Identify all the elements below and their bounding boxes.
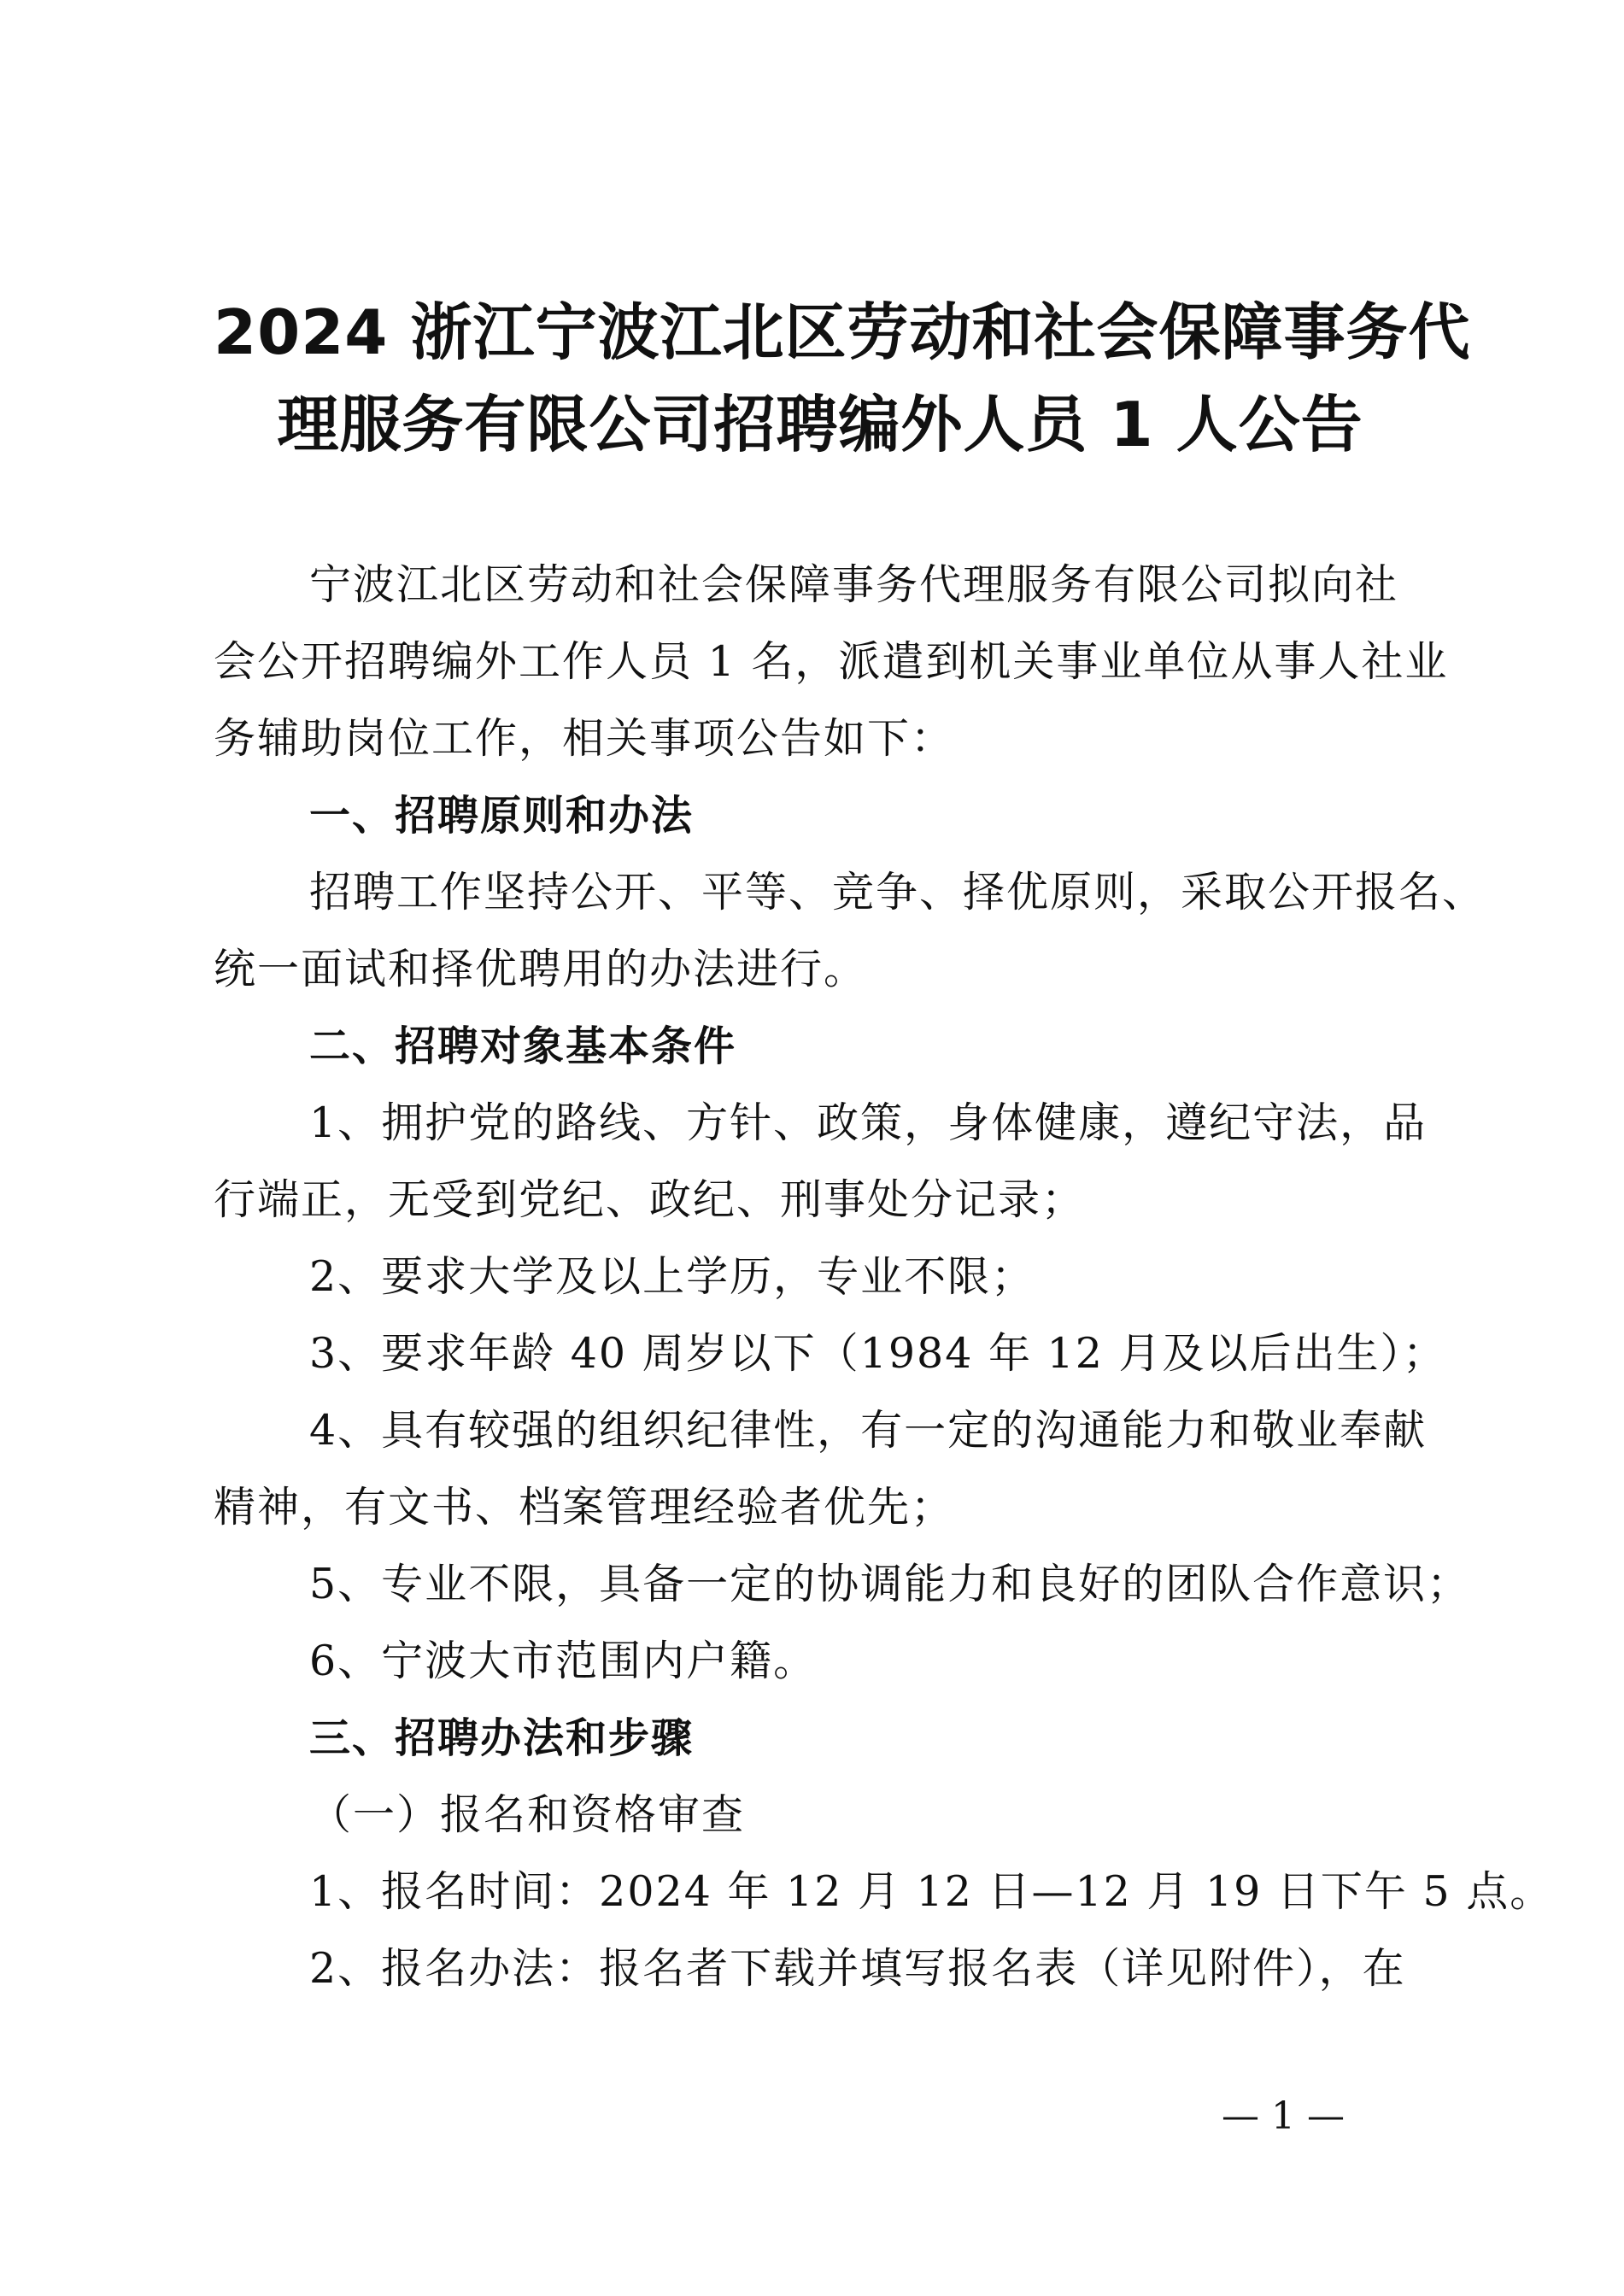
page-number: — 1 — xyxy=(1222,2094,1345,2138)
principles-line-1: 招聘工作坚持公开、平等、竞争、择优原则，采取公开报名、 xyxy=(309,868,1486,917)
registration-time: 1、报名时间：2024 年 12 月 12 日—12 月 19 日下午 5 点。 xyxy=(309,1867,1554,1916)
registration-method: 2、报名办法：报名者下载并填写报名表（详见附件），在 xyxy=(309,1944,1406,1993)
requirement-5: 5、专业不限，具备一定的协调能力和良好的团队合作意识； xyxy=(309,1560,1471,1608)
principles-line-2: 统一面试和择优聘用的办法进行。 xyxy=(214,945,868,993)
requirement-4-line-2: 精神，有文书、档案管理经验者优先； xyxy=(214,1483,955,1532)
requirement-2: 2、要求大学及以上学历，专业不限； xyxy=(309,1252,1035,1301)
requirement-4-line-1: 4、具有较强的组织纪律性，有一定的沟通能力和敬业奉献 xyxy=(309,1406,1428,1455)
requirement-6: 6、宁波大市范围内户籍。 xyxy=(309,1637,818,1685)
section-heading-procedure: 三、招聘办法和步骤 xyxy=(309,1714,695,1762)
section-heading-requirements: 二、招聘对象基本条件 xyxy=(309,1022,737,1070)
title-line-2: 理服务有限公司招聘编外人员 1 人公告 xyxy=(277,389,1363,460)
requirement-3: 3、要求年龄 40 周岁以下（1984 年 12 月及以后出生）； xyxy=(309,1329,1446,1378)
intro-line-1: 宁波江北区劳动和社会保障事务代理服务有限公司拟向社 xyxy=(309,560,1399,609)
subheading-registration: （一）报名和资格审查 xyxy=(309,1790,746,1839)
intro-line-2: 会公开招聘编外工作人员 1 名，派遣到机关事业单位从事人社业 xyxy=(214,637,1449,686)
intro-line-3: 务辅助岗位工作，相关事项公告如下： xyxy=(214,714,955,763)
title-line-1: 2024 浙江宁波江北区劳动和社会保障事务代 xyxy=(214,296,1471,368)
requirement-1-line-2: 行端正，无受到党纪、政纪、刑事处分记录； xyxy=(214,1175,1086,1224)
section-heading-principles: 一、招聘原则和办法 xyxy=(309,792,695,840)
requirement-1-line-1: 1、拥护党的路线、方针、政策，身体健康，遵纪守法，品 xyxy=(309,1098,1428,1147)
document-title xyxy=(214,286,1471,471)
